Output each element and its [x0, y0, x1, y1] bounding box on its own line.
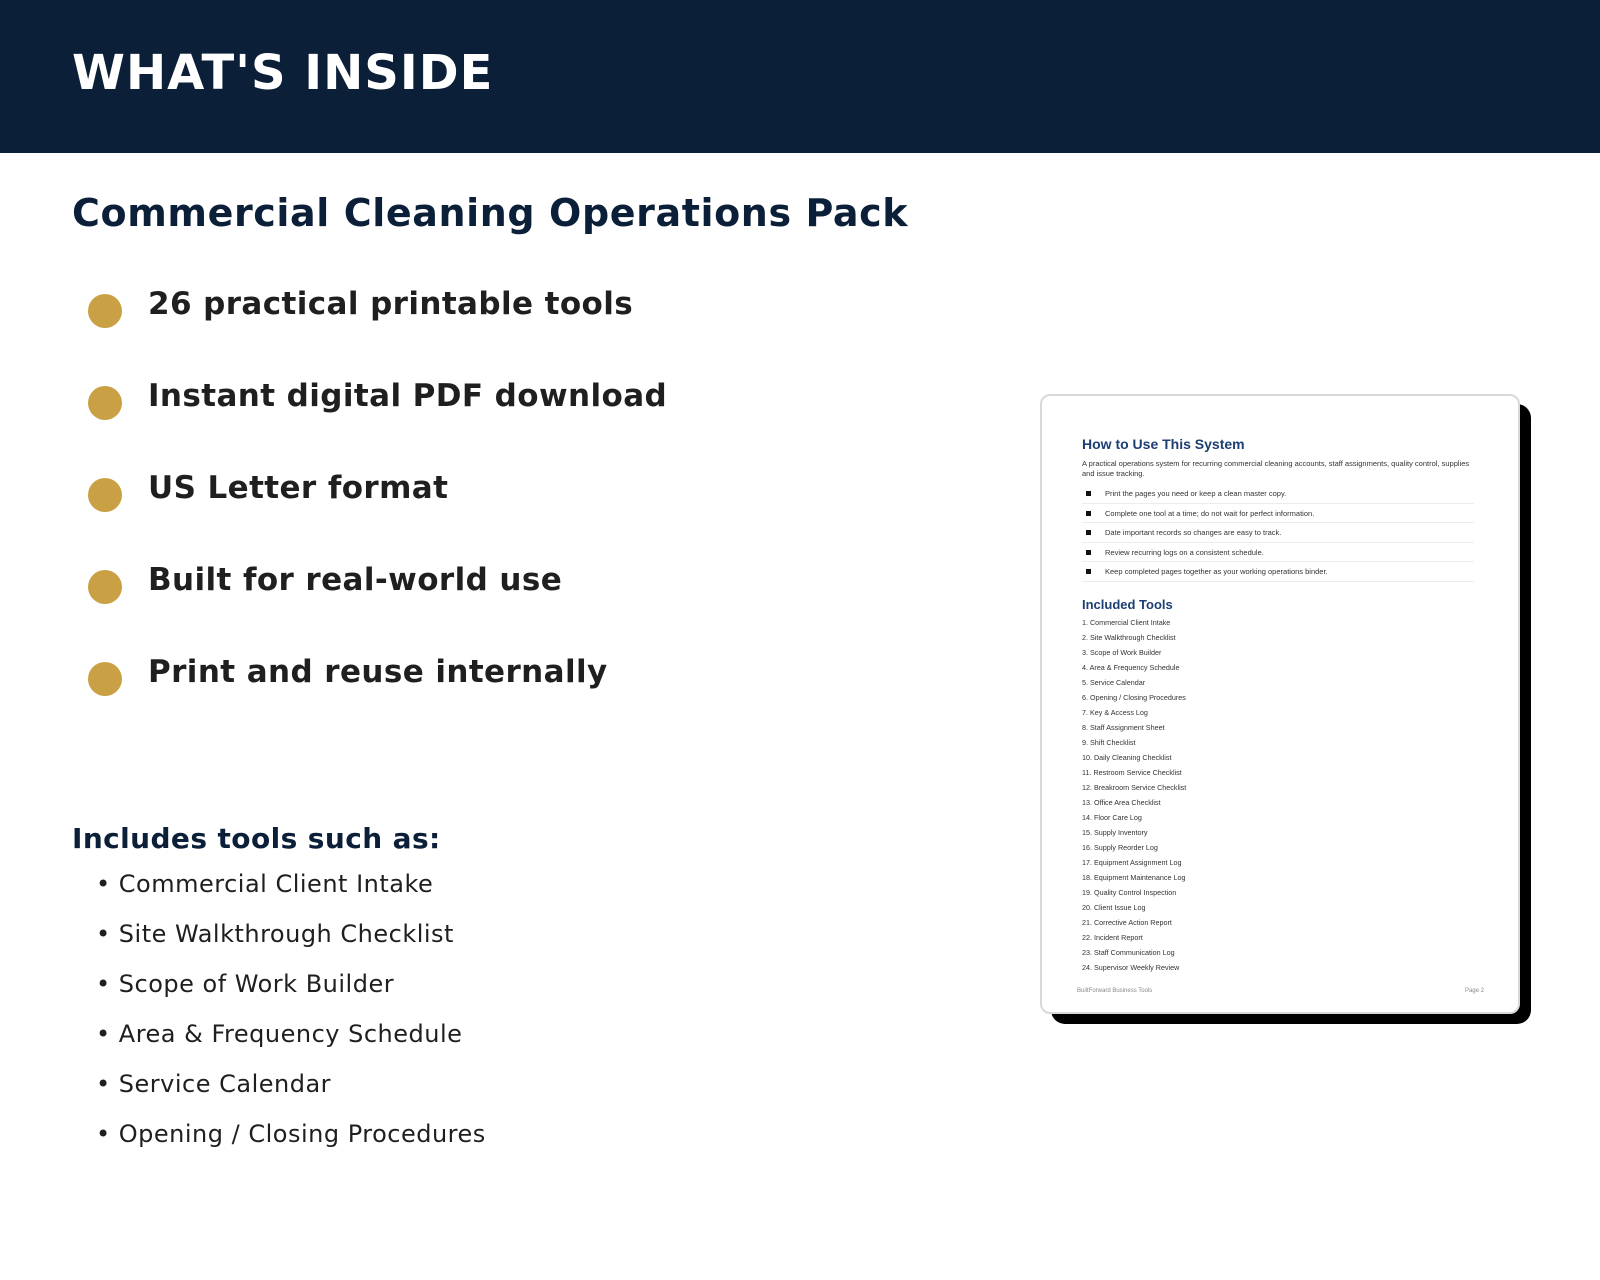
preview-tool-item: 16. Supply Reorder Log — [1082, 843, 1158, 852]
preview-title: How to Use This System — [1082, 436, 1245, 452]
feature-item — [88, 374, 788, 424]
feature-item — [88, 282, 788, 332]
preview-tool-item: 17. Equipment Assignment Log — [1082, 858, 1182, 867]
feature-label: Built for real-world use — [148, 562, 563, 598]
preview-tool-item: 4. Area & Frequency Schedule — [1082, 663, 1180, 672]
bullet-dot-icon — [88, 386, 122, 420]
feature-item — [88, 558, 788, 608]
pack-title: Commercial Cleaning Operations Pack — [72, 191, 909, 235]
preview-tool-item: 20. Client Issue Log — [1082, 903, 1146, 912]
square-bullet-icon — [1086, 550, 1091, 555]
preview-footer-brand: BuiltForward Business Tools — [1077, 988, 1153, 994]
preview-tool-item: 23. Staff Communication Log — [1082, 948, 1175, 957]
feature-label: US Letter format — [148, 470, 449, 506]
preview-tool-item: 14. Floor Care Log — [1082, 813, 1142, 822]
preview-tools-title: Included Tools — [1082, 597, 1173, 612]
preview-tool-item: 18. Equipment Maintenance Log — [1082, 873, 1186, 882]
bullet-dot-icon — [88, 294, 122, 328]
tool-list-item: • Service Calendar — [96, 1070, 332, 1098]
preview-tool-item: 15. Supply Inventory — [1082, 828, 1148, 837]
header-title: WHAT'S INSIDE — [72, 45, 494, 101]
preview-step-text: Keep completed pages together as your working operations binder. — [1105, 567, 1328, 576]
preview-step — [1082, 504, 1474, 524]
preview-tool-item: 6. Opening / Closing Procedures — [1082, 693, 1186, 702]
preview-step-text: Complete one tool at a time; do not wait for perfect information. — [1105, 508, 1315, 518]
bullet-dot-icon — [88, 570, 122, 604]
document-preview — [1040, 394, 1520, 1014]
tool-list-item: • Commercial Client Intake — [96, 870, 434, 898]
preview-tool-item: 2. Site Walkthrough Checklist — [1082, 633, 1176, 642]
bullet-dot-icon — [88, 478, 122, 512]
preview-step-text: Review recurring logs on a consistent schedule. — [1105, 547, 1264, 557]
tool-list-item: • Opening / Closing Procedures — [96, 1120, 486, 1148]
preview-step — [1082, 562, 1474, 582]
preview-tool-item: 10. Daily Cleaning Checklist — [1082, 753, 1172, 762]
preview-tool-item: 22. Incident Report — [1082, 933, 1143, 942]
preview-page-number: Page 2 — [1464, 988, 1484, 994]
preview-tool-item: 5. Service Calendar — [1082, 678, 1146, 687]
tool-list-item: • Site Walkthrough Checklist — [96, 920, 454, 948]
preview-tool-item: 3. Scope of Work Builder — [1082, 648, 1162, 657]
preview-tool-item: 11. Restroom Service Checklist — [1082, 768, 1182, 777]
bullet-dot-icon — [88, 662, 122, 696]
feature-label: Print and reuse internally — [148, 654, 608, 690]
preview-step — [1082, 484, 1474, 504]
tools-heading: Includes tools such as: — [72, 822, 441, 855]
square-bullet-icon — [1086, 511, 1091, 516]
preview-tool-item: 24. Supervisor Weekly Review — [1082, 963, 1180, 972]
square-bullet-icon — [1086, 491, 1091, 496]
feature-label: Instant digital PDF download — [148, 378, 668, 414]
preview-tool-item: 9. Shift Checklist — [1082, 738, 1136, 747]
header-band — [0, 0, 1600, 153]
tool-list-item: • Scope of Work Builder — [96, 970, 395, 998]
preview-step-text: Print the pages you need or keep a clean master copy. — [1105, 489, 1287, 498]
preview-intro: A practical operations system for recurring commercial cleaning accounts, staff assignments, quality control, supplies and issue tracking. — [1082, 459, 1470, 478]
feature-item — [88, 466, 788, 516]
preview-tool-item: 13. Office Area Checklist — [1082, 798, 1161, 807]
square-bullet-icon — [1086, 530, 1091, 535]
square-bullet-icon — [1086, 569, 1091, 574]
preview-tool-item: 8. Staff Assignment Sheet — [1082, 723, 1165, 732]
feature-label: 26 practical printable tools — [148, 286, 634, 322]
preview-tool-item: 1. Commercial Client Intake — [1082, 618, 1171, 627]
preview-step-text: Date important records so changes are easy to track. — [1105, 528, 1282, 537]
preview-tool-item: 19. Quality Control Inspection — [1082, 888, 1177, 897]
preview-step — [1082, 523, 1474, 543]
tool-list-item: • Area & Frequency Schedule — [96, 1020, 463, 1048]
preview-step — [1082, 543, 1474, 563]
preview-tool-item: 12. Breakroom Service Checklist — [1082, 783, 1187, 792]
preview-tool-item: 21. Corrective Action Report — [1082, 918, 1172, 927]
preview-tool-item: 7. Key & Access Log — [1082, 708, 1148, 717]
feature-item — [88, 650, 788, 700]
